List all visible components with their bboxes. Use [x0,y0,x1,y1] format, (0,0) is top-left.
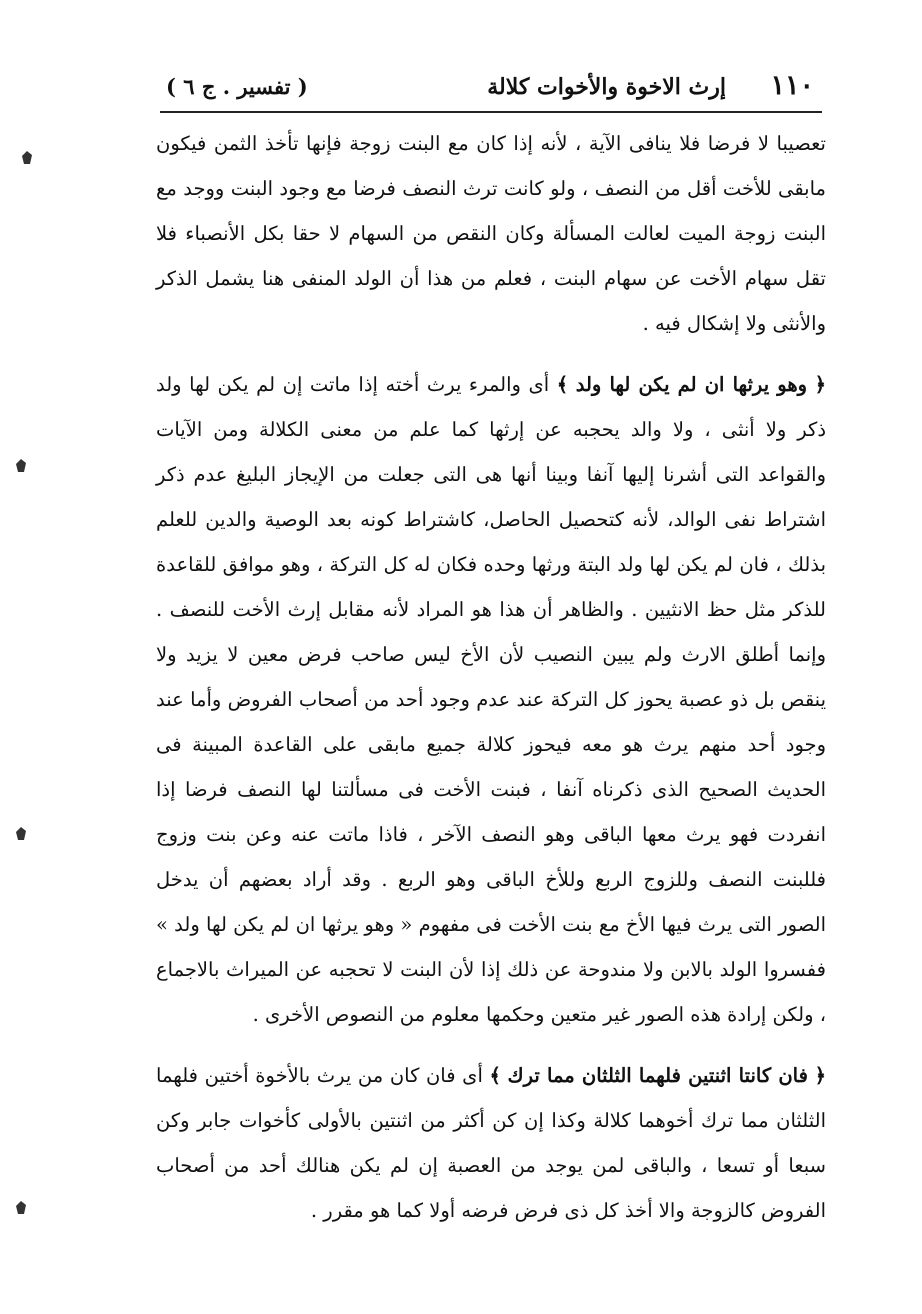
paragraph-text: تعصيبا لا فرضا فلا ينافى الآية ، لأنه إذا كان مع البنت زوجة فإنها تأخذ الثمن فيكون مابقى للأخت أقل من النصف ، ولو كانت ترث النصف فرضا مع وجود البنت ووجد مع البنت زوجة الميت لعالت المسألة وكان النقص من السهام لا حقا بكل الأنصباء فلا تقل سهام الأخت عن سهام البنت ، فعلم من هذا أن الولد المنفى هنا يشمل الذكر والأنثى ولا إشكال فيه . [156,132,826,335]
body-text [156,121,826,1249]
paragraph-3 [156,1053,826,1233]
quoted-verse: فان كانتا اثنتين فلهما الثلثان مما ترك [507,1064,808,1087]
header-divider [160,111,822,113]
paragraph-text: أى فان كان من يرث بالأخوة أختين فلهما الثلثان مما ترك أخوهما كلالة وكذا إن كن أكثر من اثنتين بالأولى كأخوات جابر وكن سبعا أو تسعا ، والباقى لمن يوجد من العصبة إن لم يكن هنالك أحد من أصحاب الفروض كالزوجة والا أخذ كل ذى فرض فرضه أولا كما هو مقرر . [156,1064,826,1222]
paragraph-text: أى والمرء يرث أخته إذا ماتت إن لم يكن لها ولد ذكر ولا أنثى ، ولا والد يحجبه عن إرثها كما علم من معنى الكلالة ومن الآيات والقواعد التى أشرنا إليها آنفا وبينا أنها هى التى جعلت من الإيجاز البليغ عدم ذكر اشتراط نفى الوالد، لأنه كتحصيل الحاصل، كاشتراط كونه بعد الوصية والدين للعلم بذلك ، فان لم يكن لها ولد البتة ورثها وحده فكان له كل التركة ، وهو موافق للقاعدة للذكر مثل حظ الانثيين . والظاهر أن هذا هو المراد لأنه مقابل إرث الأخت للنصف . وإنما أطلق الارث ولم يبين النصيب لأن الأخ ليس صاحب فرض معين لا يزيد ولا ينقص بل ذو عصبة يحوز كل التركة عند عدم وجود أحد من أصحاب الفروض وأما عند وجود أحد منهم يرث هو معه فيحوز كلالة جميع مابقى على القاعدة المبينة فى الحديث الصحيح الذى ذكرناه آنفا ، فبنت الأخت فى مسألتنا لها النصف فرضا إذا انفردت فهو يرث معها الباقى وهو النصف الآخر ، فاذا ماتت عنه وعن بنت وزوج فللبنت النصف وللزوج الربع وللأخ الباقى وهو الربع . وقد أراد بعضهم أن يدخل الصور التى يرث فيها الأخ مع بنت الأخت فى مفهوم « وهو يرثها ان لم يكن لها ولد » ففسروا الولد بالابن ولا مندوحة عن ذلك إذا لأن البنت لا تحجبه عن الميراث بالاجماع ، ولكن إرادة هذه الصور غير متعين وحكمها معلوم من النصوص الأخرى . [156,373,826,1026]
paragraph-1 [156,121,826,346]
section-title: إرث الاخوة والأخوات كلالة [487,74,726,100]
paragraph-2 [156,362,826,1037]
verse-close-bracket: ﴾ [489,1064,501,1087]
book-label: ( تفسير . ج ٦ ) [166,74,308,99]
page-header [160,66,822,106]
scan-mark-icon [14,826,28,842]
verse-close-bracket: ﴾ [556,373,569,396]
verse-open-bracket: ﴿ [814,1064,826,1087]
verse-open-bracket: ﴿ [814,373,827,396]
quoted-verse: وهو يرثها ان لم يكن لها ولد [575,373,808,396]
page-number: ۱۱۰ [770,70,814,101]
scan-mark-icon [20,150,34,166]
scan-mark-icon [14,1200,28,1216]
scan-mark-icon [14,458,28,474]
